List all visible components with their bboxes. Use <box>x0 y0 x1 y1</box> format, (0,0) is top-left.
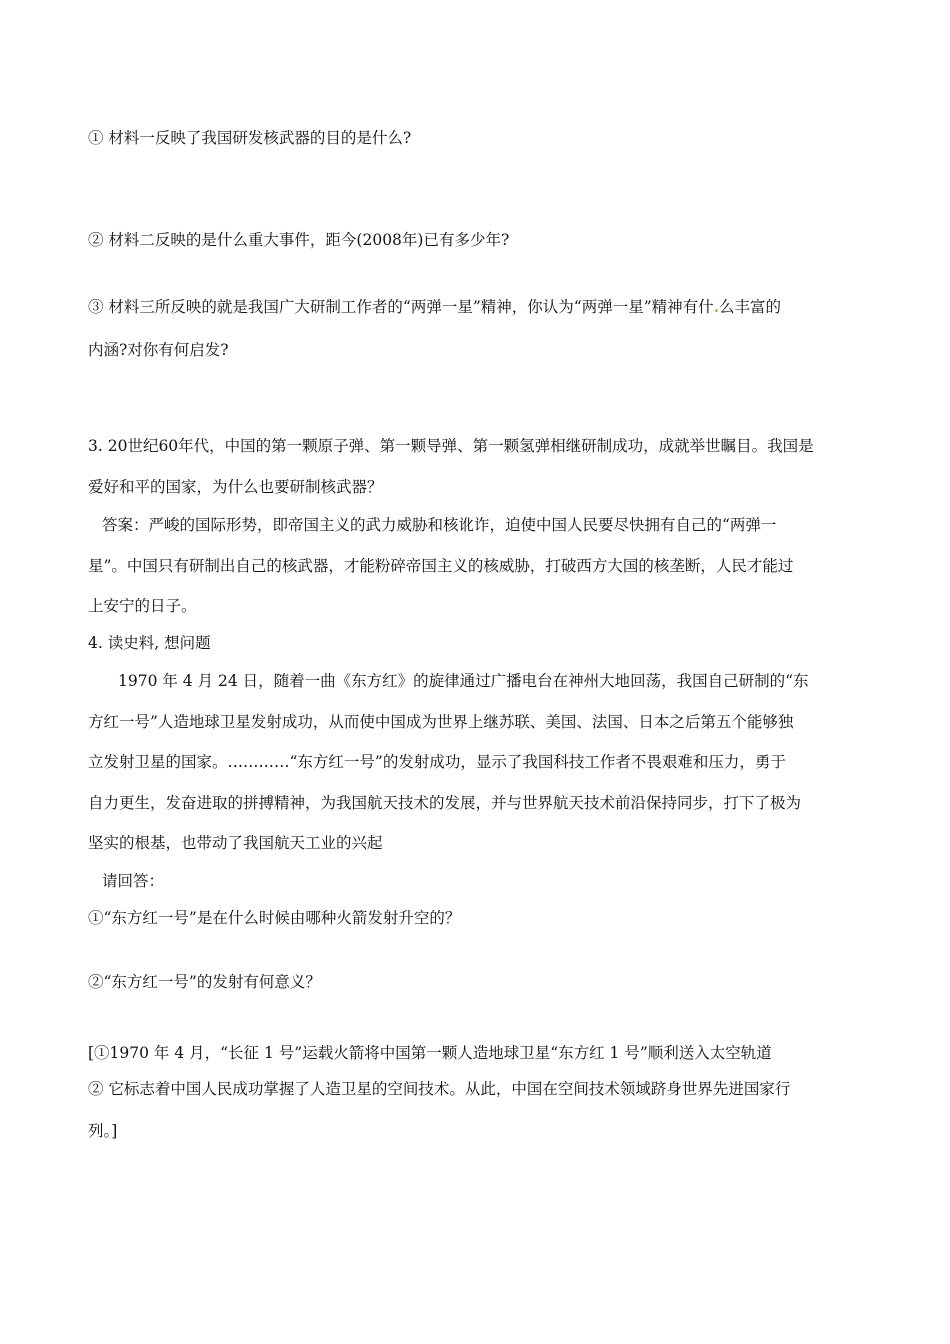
sub-3-text-b: 么丰富的 <box>719 298 782 316</box>
question-4-passage-line-1: 1970 年 4 月 24 日，随着一曲《东方红》的旋律通过广播电台在神州大地回荡，我国自己研制的“东 <box>118 672 809 690</box>
question-3-line-1: 3. 20世纪60年代，中国的第一颗原子弹、第一颗导弹、第一颗氢弹相继研制成功，成就举世瞩目。我国是 <box>88 437 814 455</box>
question-4-passage-line-4: 自力更生，发奋进取的拼搏精神，为我国航天技术的发展，并与世界航天技术前沿保持同步，打下了极为 <box>88 794 802 812</box>
question-2-sub-2: ② 材料二反映的是什么重大事件，距今(2008年)已有多少年? <box>88 231 510 249</box>
question-4-sub-2: ②“东方红一号”的发射有何意义？ <box>88 973 321 991</box>
question-2-sub-3-line-1 <box>88 297 781 317</box>
question-4-sub-1: ①“东方红一号”是在什么时候由哪种火箭发射升空的？ <box>88 909 461 927</box>
question-4-answer-line-3: 列。] <box>88 1122 118 1140</box>
question-4-passage-line-5: 坚实的根基，也带动了我国航天工业的兴起 <box>88 834 383 852</box>
stray-dot-mark: . <box>713 297 720 316</box>
question-3-answer-line-2: 星”。中国只有研制出自己的核武器，才能粉碎帝国主义的核威胁，打破西方大国的核垄断，人民才能过 <box>88 557 794 575</box>
question-4-prompt: 请回答： <box>102 872 165 890</box>
question-4-answer-line-1: [①1970 年 4 月，“长征 1 号”运载火箭将中国第一颗人造地球卫星“东方红 1 号”顺利送入太空轨道 <box>88 1044 772 1062</box>
question-3-line-2: 爱好和平的国家，为什么也要研制核武器？ <box>88 478 383 496</box>
question-3-answer-line-1: 答案：严峻的国际形势，即帝国主义的武力威胁和核讹诈，迫使中国人民要尽快拥有自己的“两弹一 <box>102 516 777 534</box>
question-4-passage-line-2: 方红一号”人造地球卫星发射成功，从而使中国成为世界上继苏联、美国、法国、日本之后第五个能够独 <box>88 713 794 731</box>
sub-3-text-a: ③ 材料三所反映的就是我国广大研制工作者的“两弹一星”精神，你认为“两弹一星”精神有什 <box>88 298 714 316</box>
question-2-sub-3-line-2: 内涵?对你有何启发? <box>88 341 229 359</box>
question-4-passage-line-3: 立发射卫星的国家。…………“东方红一号”的发射成功，显示了我国科技工作者不畏艰难和压力，勇于 <box>88 753 786 771</box>
question-4-title: 4. 读史料, 想问题 <box>88 634 211 652</box>
question-2-sub-1: ① 材料一反映了我国研发核武器的目的是什么? <box>88 129 412 147</box>
question-4-answer-line-2: ② 它标志着中国人民成功掌握了人造卫星的空间技术。从此，中国在空间技术领域跻身世界先进国家行 <box>88 1080 791 1098</box>
question-3-answer-line-3: 上安宁的日子。 <box>88 597 197 615</box>
